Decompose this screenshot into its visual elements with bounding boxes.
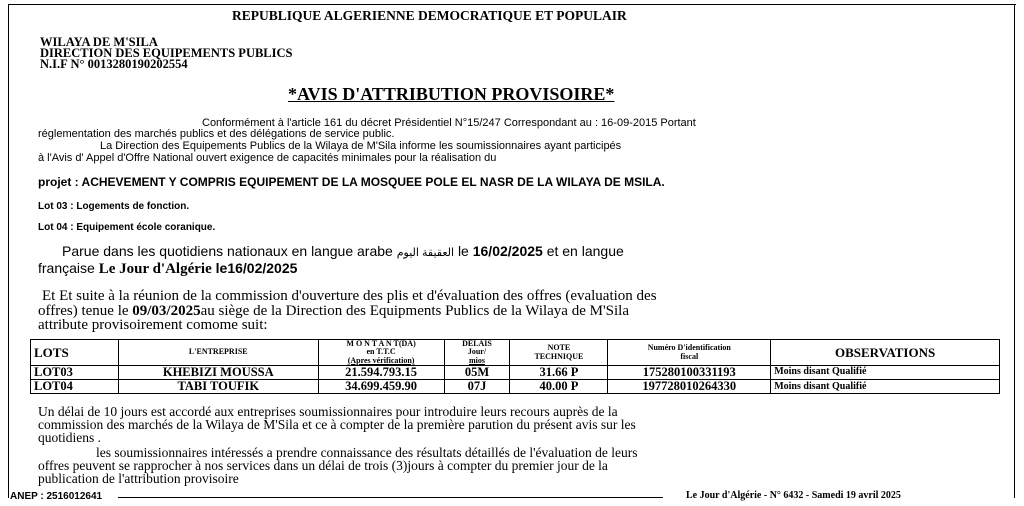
header-montant <box>318 340 444 366</box>
french-newspaper-name: Le Jour d'Algérie <box>98 261 212 277</box>
closing-p1-line-1: Un délai de 10 jours est accordé aux entreprises soumissionnaires pour introduire leurs recours auprès de la <box>38 404 618 419</box>
cell-note: 31.66 P <box>510 366 608 380</box>
closing-p1-line-2: commission des marchés de la Wilaya de M'Sila et ce à compter de la première parution du présent avis sur les <box>38 417 636 432</box>
direction-line: DIRECTION DES EQUIPEMENTS PUBLICS <box>40 46 293 60</box>
intro-line-2: réglementation des marchés publics et des délégations de service public. <box>38 128 395 140</box>
cell-delais: 05M <box>444 366 510 380</box>
cell-entreprise: KHEBIZI MOUSSA <box>118 366 318 380</box>
closing-p2-line-1: les soumissionnaires intéressés a prendre connaissance des résultats détaillés de l'évaluation de leurs <box>96 445 638 460</box>
cell-observation: Moins disant Qualifié <box>771 366 1000 380</box>
cell-lot: LOT04 <box>31 380 119 394</box>
closing-p2-line-2: offres peuvent se rapprocher à nos services dans un délai de trois (3)jours à compter du premier jour de la <box>38 458 608 473</box>
header-montant-line-2: en T.T.C <box>366 347 396 357</box>
header-delais-line-3: mios <box>468 355 485 365</box>
meeting-text-b: au siège de la Direction des Equipments Publics de la Wilaya de M'Sila <box>200 303 629 319</box>
closing-p1-line-3: quotidiens . <box>38 430 101 445</box>
project-line: projet : ACHEVEMENT Y COMPRIS EQUIPEMENT DE LA MOSQUEE POLE EL NASR DE LA WILAYA DE MSILA. <box>38 175 665 189</box>
publication-text-c: et en langue <box>546 243 624 259</box>
arabic-publication-date: 16/02/2025 <box>472 243 543 259</box>
header-delais-line-1: DELAIS <box>462 339 492 348</box>
results-table <box>30 339 1000 394</box>
table-row <box>31 366 1000 380</box>
table-header-row <box>31 340 1000 366</box>
closing-p2-line-3: publication de l'attribution provisoire <box>38 471 239 486</box>
header-note-line-2: TECHNIQUE <box>534 351 584 361</box>
publication-line-1 <box>62 243 624 259</box>
intro-line-3: La Direction des Equipements Publics de la Wilaya de M'Sila informe les soumissionnaires ayant participés <box>100 140 622 152</box>
header-entreprise: L'ENTREPRISE <box>118 340 318 366</box>
french-publication-date: le16/02/2025 <box>215 260 298 276</box>
meeting-date: 09/03/2025 <box>132 303 201 319</box>
lot04-description: Lot 04 : Equipement école coranique. <box>38 222 216 233</box>
publication-text-d: française <box>38 260 95 276</box>
frame-left-rule <box>8 4 9 498</box>
header-lots: LOTS <box>31 340 119 366</box>
cell-entreprise: TABI TOUFIK <box>118 380 318 394</box>
meeting-line-1: Et Et suite à la réunion de la commission d'ouverture des plis et d'évaluation des offres (evaluation des <box>42 288 657 304</box>
nif-line: N.I.F N° 0013280190202554 <box>40 57 188 71</box>
header-nif <box>608 340 771 366</box>
lot03-description: Lot 03 : Logements de fonction. <box>38 201 190 212</box>
publication-line-2 <box>38 260 297 278</box>
cell-montant: 21.594.793.15 <box>318 366 444 380</box>
meeting-line-3: attribute provisoirement comome suit: <box>38 317 268 333</box>
cell-note: 40.00 P <box>510 380 608 394</box>
page-title: *AVIS D'ATTRIBUTION PROVISOIRE* <box>288 84 615 104</box>
arabic-newspaper-name: العقيقة اليوم <box>396 247 455 259</box>
publication-text-b: le <box>457 243 469 259</box>
cell-lot: LOT03 <box>31 366 119 380</box>
anep-reference: ANEP : 2516012641 <box>10 491 103 502</box>
footer-rule <box>118 497 663 498</box>
header-montant-line-3: (Apres vérification) <box>347 355 415 365</box>
header-nif-line-2: fiscal <box>680 351 699 361</box>
intro-line-1: Conformément à l'article 161 du décret Présidentiel N°15/247 Correspondant au : 16-09-2015 Portant <box>202 117 696 129</box>
cell-observation: Moins disant Qualifié <box>771 380 1000 394</box>
publication-text-a: Parue dans les quotidiens nationaux en langue arabe <box>62 243 393 259</box>
frame-right-rule <box>1014 4 1015 498</box>
cell-delais: 07J <box>444 380 510 394</box>
intro-line-4: à l'Avis d' Appel d'Offre National ouvert exigence de capacités minimales pour la réalisation du <box>38 152 497 164</box>
header-observations: OBSERVATIONS <box>771 340 1000 366</box>
journal-footer: Le Jour d'Algérie - N° 6432 - Samedi 19 avril 2025 <box>686 490 901 501</box>
header-delais <box>444 340 510 366</box>
republic-heading: REPUBLIQUE ALGERIENNE DEMOCRATIQUE ET POPULAIR <box>232 8 627 23</box>
header-montant-line-1: M O N T A N T(DA) <box>346 339 416 348</box>
cell-montant: 34.699.459.90 <box>318 380 444 394</box>
meeting-text-a: offres) tenue le <box>38 303 129 319</box>
table-row <box>31 380 1000 394</box>
header-note <box>510 340 608 366</box>
header-note-line-1: NOTE <box>547 343 571 353</box>
wilaya-line: WILAYA DE M'SILA <box>40 35 158 49</box>
frame-top-rule <box>8 4 1016 5</box>
cell-nif: 175280100331193 <box>608 366 771 380</box>
header-delais-line-2: Jour/ <box>467 347 487 357</box>
header-nif-line-1: Numéro D'identification <box>647 343 731 353</box>
cell-nif: 197728010264330 <box>608 380 771 394</box>
